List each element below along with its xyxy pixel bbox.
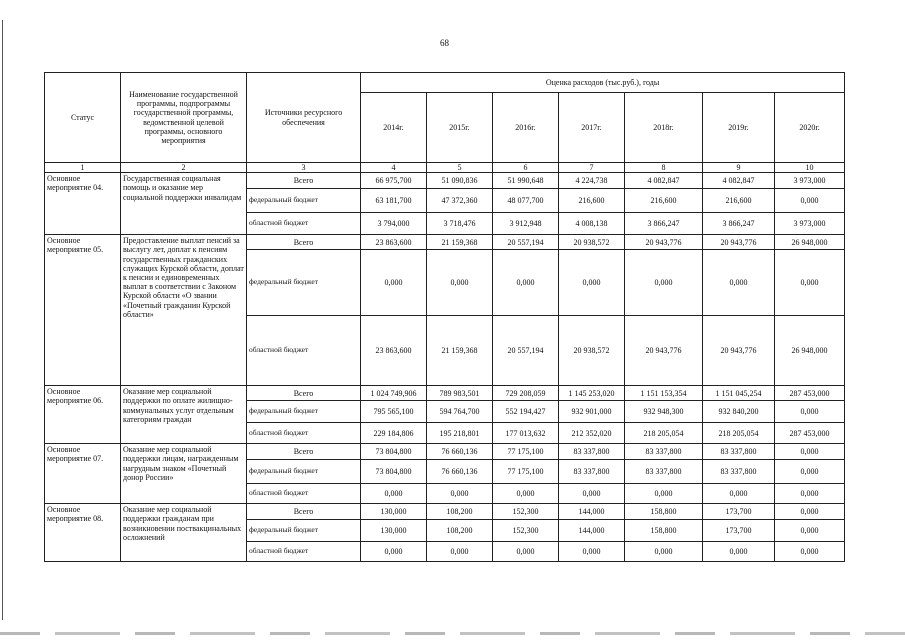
row-value: 1 024 749,906 xyxy=(361,386,427,401)
row-value: 0,000 xyxy=(361,484,427,504)
column-number: 10 xyxy=(775,163,845,173)
row-program-name: Предоставление выплат пенсий за выслугу лет, доплат к пенсиям государственных гражданских служащих Курской области, доплат к пенсии и единовременных выплат в соответствии с Законом Курской области «О звании «Почетный гражданин Курской области» xyxy=(121,235,247,386)
row-status: Основное мероприятие 08. xyxy=(45,504,121,562)
row-value: 1 145 253,020 xyxy=(559,386,625,401)
row-value: 3 866,247 xyxy=(625,213,703,235)
header-year: 2016г. xyxy=(493,93,559,163)
scan-edge-line xyxy=(2,20,3,620)
row-value: 552 194,427 xyxy=(493,401,559,423)
column-number: 2 xyxy=(121,163,247,173)
row-value: 23 863,600 xyxy=(361,235,427,250)
row-value: 0,000 xyxy=(703,542,775,562)
header-year: 2019г. xyxy=(703,93,775,163)
row-funding-source: областной бюджет xyxy=(247,484,361,504)
row-value: 218 205,054 xyxy=(625,423,703,444)
row-value: 0,000 xyxy=(703,484,775,504)
table-body xyxy=(45,173,845,562)
row-value: 795 565,100 xyxy=(361,401,427,423)
header-year: 2017г. xyxy=(559,93,625,163)
row-value: 73 804,800 xyxy=(361,460,427,484)
row-value: 0,000 xyxy=(361,250,427,316)
row-value: 83 337,800 xyxy=(559,444,625,460)
row-value: 3 718,476 xyxy=(427,213,493,235)
row-status: Основное мероприятие 06. xyxy=(45,386,121,444)
row-value: 0,000 xyxy=(559,484,625,504)
row-value: 287 453,000 xyxy=(775,386,845,401)
row-value: 20 943,776 xyxy=(703,316,775,386)
row-value: 216,600 xyxy=(559,189,625,213)
table-row xyxy=(45,386,845,401)
row-value: 83 337,800 xyxy=(703,444,775,460)
header-estimate: Оценка расходов (тыс.руб.), годы xyxy=(361,73,845,93)
row-value: 20 557,194 xyxy=(493,316,559,386)
row-value: 932 840,200 xyxy=(703,401,775,423)
column-number: 4 xyxy=(361,163,427,173)
row-value: 20 938,572 xyxy=(559,316,625,386)
row-value: 0,000 xyxy=(775,250,845,316)
row-program-name: Оказание мер социальной поддержки лицам, награжденным нагрудным знаком «Почетный донор России» xyxy=(121,444,247,504)
row-value: 20 938,572 xyxy=(559,235,625,250)
row-value: 20 943,776 xyxy=(625,316,703,386)
budget-table xyxy=(44,72,845,562)
row-funding-source: федеральный бюджет xyxy=(247,250,361,316)
row-value: 932 948,300 xyxy=(625,401,703,423)
page-number: 68 xyxy=(440,38,449,48)
row-value: 23 863,600 xyxy=(361,316,427,386)
row-value: 3 912,948 xyxy=(493,213,559,235)
row-value: 26 948,000 xyxy=(775,316,845,386)
row-value: 77 175,100 xyxy=(493,444,559,460)
row-value: 173,700 xyxy=(703,520,775,542)
row-value: 0,000 xyxy=(775,484,845,504)
row-funding-source: Всего xyxy=(247,386,361,401)
row-status: Основное мероприятие 05. xyxy=(45,235,121,386)
table-row xyxy=(45,504,845,520)
row-value: 51 990,648 xyxy=(493,173,559,189)
row-value: 77 175,100 xyxy=(493,460,559,484)
table-row xyxy=(45,235,845,250)
row-value: 47 372,360 xyxy=(427,189,493,213)
row-value: 4 082,847 xyxy=(625,173,703,189)
scan-artifact xyxy=(0,632,905,635)
row-value: 3 866,247 xyxy=(703,213,775,235)
row-value: 83 337,800 xyxy=(625,444,703,460)
row-value: 152,300 xyxy=(493,520,559,542)
row-funding-source: областной бюджет xyxy=(247,542,361,562)
row-funding-source: Всего xyxy=(247,173,361,189)
row-value: 0,000 xyxy=(775,504,845,520)
table-row xyxy=(45,444,845,460)
row-value: 0,000 xyxy=(361,542,427,562)
row-value: 0,000 xyxy=(775,189,845,213)
row-value: 1 151 045,254 xyxy=(703,386,775,401)
column-number: 9 xyxy=(703,163,775,173)
row-value: 0,000 xyxy=(775,401,845,423)
row-value: 287 453,000 xyxy=(775,423,845,444)
row-value: 83 337,800 xyxy=(559,460,625,484)
row-status: Основное мероприятие 07. xyxy=(45,444,121,504)
column-number: 7 xyxy=(559,163,625,173)
row-funding-source: Всего xyxy=(247,235,361,250)
column-number: 8 xyxy=(625,163,703,173)
row-value: 0,000 xyxy=(775,542,845,562)
row-value: 0,000 xyxy=(559,542,625,562)
row-value: 0,000 xyxy=(427,542,493,562)
row-program-name: Государственная социальная помощь и оказание мер социальной поддержки инвалидам xyxy=(121,173,247,235)
row-value: 73 804,800 xyxy=(361,444,427,460)
row-value: 66 975,700 xyxy=(361,173,427,189)
row-value: 4 008,138 xyxy=(559,213,625,235)
header-year: 2020г. xyxy=(775,93,845,163)
row-value: 0,000 xyxy=(493,250,559,316)
row-funding-source: федеральный бюджет xyxy=(247,401,361,423)
row-value: 3 794,000 xyxy=(361,213,427,235)
row-value: 0,000 xyxy=(625,484,703,504)
header-status: Статус xyxy=(45,73,121,163)
row-value: 218 205,054 xyxy=(703,423,775,444)
row-value: 0,000 xyxy=(625,250,703,316)
row-funding-source: федеральный бюджет xyxy=(247,520,361,542)
header-sources: Источники ресурсного обеспечения xyxy=(247,73,361,163)
row-value: 932 901,000 xyxy=(559,401,625,423)
header-year: 2018г. xyxy=(625,93,703,163)
row-value: 789 983,501 xyxy=(427,386,493,401)
row-value: 21 159,368 xyxy=(427,235,493,250)
row-value: 0,000 xyxy=(559,250,625,316)
row-value: 4 082,847 xyxy=(703,173,775,189)
row-value: 108,200 xyxy=(427,504,493,520)
row-funding-source: федеральный бюджет xyxy=(247,460,361,484)
row-value: 83 337,800 xyxy=(625,460,703,484)
table-header xyxy=(45,73,845,173)
row-value: 594 764,700 xyxy=(427,401,493,423)
row-value: 0,000 xyxy=(427,250,493,316)
row-value: 20 557,194 xyxy=(493,235,559,250)
header-column-numbers xyxy=(45,163,845,173)
row-value: 177 013,632 xyxy=(493,423,559,444)
row-funding-source: областной бюджет xyxy=(247,316,361,386)
row-value: 0,000 xyxy=(493,542,559,562)
row-value: 0,000 xyxy=(427,484,493,504)
row-value: 144,000 xyxy=(559,504,625,520)
row-value: 4 224,738 xyxy=(559,173,625,189)
row-value: 0,000 xyxy=(775,520,845,542)
row-value: 20 943,776 xyxy=(703,235,775,250)
row-funding-source: Всего xyxy=(247,504,361,520)
row-status: Основное мероприятие 04. xyxy=(45,173,121,235)
table-row xyxy=(45,173,845,189)
row-value: 76 660,136 xyxy=(427,460,493,484)
row-value: 229 184,806 xyxy=(361,423,427,444)
row-value: 158,800 xyxy=(625,520,703,542)
row-value: 173,700 xyxy=(703,504,775,520)
row-value: 152,300 xyxy=(493,504,559,520)
row-value: 195 218,801 xyxy=(427,423,493,444)
row-value: 130,000 xyxy=(361,504,427,520)
row-funding-source: областной бюджет xyxy=(247,213,361,235)
row-value: 729 208,059 xyxy=(493,386,559,401)
row-value: 51 090,836 xyxy=(427,173,493,189)
column-number: 6 xyxy=(493,163,559,173)
row-funding-source: федеральный бюджет xyxy=(247,189,361,213)
column-number: 3 xyxy=(247,163,361,173)
header-name: Наименование государственной программы, подпрограммы государственной программы, ведомственной целевой программы, основного мероприятия xyxy=(121,73,247,163)
row-value: 1 151 153,354 xyxy=(625,386,703,401)
row-funding-source: областной бюджет xyxy=(247,423,361,444)
row-value: 3 973,000 xyxy=(775,173,845,189)
row-funding-source: Всего xyxy=(247,444,361,460)
row-value: 216,600 xyxy=(703,189,775,213)
row-value: 0,000 xyxy=(775,444,845,460)
row-value: 130,000 xyxy=(361,520,427,542)
header-year: 2014г. xyxy=(361,93,427,163)
column-number: 1 xyxy=(45,163,121,173)
row-value: 0,000 xyxy=(703,250,775,316)
row-program-name: Оказание мер социальной поддержки гражданам при возникновении поствакцинальных осложнений xyxy=(121,504,247,562)
row-value: 0,000 xyxy=(625,542,703,562)
row-value: 0,000 xyxy=(775,460,845,484)
row-value: 216,600 xyxy=(625,189,703,213)
column-number: 5 xyxy=(427,163,493,173)
row-value: 26 948,000 xyxy=(775,235,845,250)
row-value: 158,800 xyxy=(625,504,703,520)
row-value: 48 077,700 xyxy=(493,189,559,213)
row-value: 76 660,136 xyxy=(427,444,493,460)
row-value: 20 943,776 xyxy=(625,235,703,250)
row-value: 63 181,700 xyxy=(361,189,427,213)
row-value: 212 352,020 xyxy=(559,423,625,444)
row-value: 108,200 xyxy=(427,520,493,542)
row-value: 21 159,368 xyxy=(427,316,493,386)
row-value: 144,000 xyxy=(559,520,625,542)
row-program-name: Оказание мер социальной поддержки по оплате жилищно-коммунальных услуг отдельным категориям граждан xyxy=(121,386,247,444)
row-value: 83 337,800 xyxy=(703,460,775,484)
row-value: 3 973,000 xyxy=(775,213,845,235)
header-year: 2015г. xyxy=(427,93,493,163)
row-value: 0,000 xyxy=(493,484,559,504)
